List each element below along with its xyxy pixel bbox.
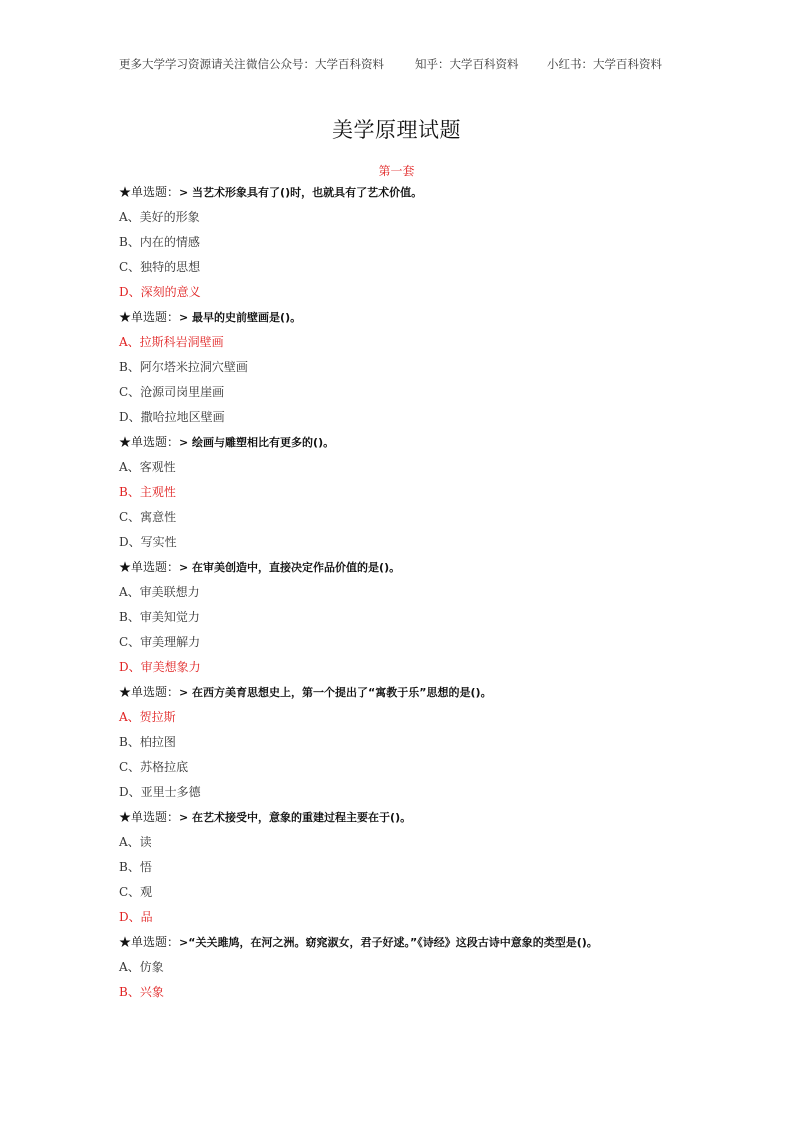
question-type-label: ★单选题： [119,935,180,949]
question-text: > 在审美创造中，直接决定作品价值的是()。 [179,561,401,574]
answer-option: D、撒哈拉地区壁画 [119,410,225,424]
answer-option: A、读 [119,835,152,849]
answer-option: D、写实性 [119,535,177,549]
header-promo: 更多大学学习资源请关注 [119,57,246,71]
question-text: > 在艺术接受中，意象的重建过程主要在于()。 [179,811,412,824]
answer-option-correct: D、品 [119,910,153,924]
answer-option-correct: B、主观性 [119,485,176,499]
answer-option: D、亚里士多德 [119,785,201,799]
answer-option: A、美好的形象 [119,210,200,224]
question-type-label: ★单选题： [119,685,180,699]
document-title: 美学原理试题 [332,118,461,142]
answer-option-correct: D、审美想象力 [119,660,201,674]
answer-option-correct: A、贺拉斯 [119,710,176,724]
question-text: > 在西方美育思想史上，第一个提出了“寓教于乐”思想的是()。 [179,686,492,699]
question-stem [119,930,699,955]
answer-option: C、寓意性 [119,510,177,524]
question-stem [119,305,699,330]
question-stem [119,680,699,705]
answer-option: A、审美联想力 [119,585,200,599]
question-type-label: ★单选题： [119,560,180,574]
answer-option-correct: D、深刻的意义 [119,285,201,299]
answer-option: B、柏拉图 [119,735,176,749]
question-type-label: ★单选题： [119,310,180,324]
question-stem [119,430,699,455]
header-xiaohongshu: 小红书：大学百科资料 [547,57,662,71]
question-type-label: ★单选题： [119,185,180,199]
answer-option: C、独特的思想 [119,260,201,274]
question-text: > 最早的史前壁画是()。 [179,311,302,324]
answer-option: B、悟 [119,860,152,874]
header-wechat: 微信公众号：大学百科资料 [246,57,384,71]
answer-option: C、观 [119,885,153,899]
question-type-label: ★单选题： [119,435,180,449]
question-text: >“关关雎鸠，在河之洲。窈窕淑女，君子好逑。”《诗经》这段古诗中意象的类型是()。 [179,936,598,949]
answer-option: C、审美理解力 [119,635,201,649]
answer-option: C、苏格拉底 [119,760,189,774]
answer-option: C、沧源司岗里崖画 [119,385,225,399]
answer-option: B、内在的情感 [119,235,200,249]
question-stem [119,180,699,205]
question-stem [119,805,699,830]
question-stem [119,555,699,580]
answer-option: B、阿尔塔米拉洞穴壁画 [119,360,248,374]
answer-option-correct: B、兴象 [119,985,164,999]
page-header [0,56,793,72]
header-zhihu: 知乎：大学百科资料 [415,57,519,71]
answer-option: A、仿象 [119,960,164,974]
question-list [119,180,699,1005]
answer-option: A、客观性 [119,460,176,474]
answer-option-correct: A、拉斯科岩洞壁画 [119,335,224,349]
question-text: > 绘画与雕塑相比有更多的()。 [179,436,335,449]
question-text: > 当艺术形象具有了()时，也就具有了艺术价值。 [179,186,423,199]
set-label: 第一套 [378,164,415,178]
answer-option: B、审美知觉力 [119,610,200,624]
question-type-label: ★单选题： [119,810,180,824]
